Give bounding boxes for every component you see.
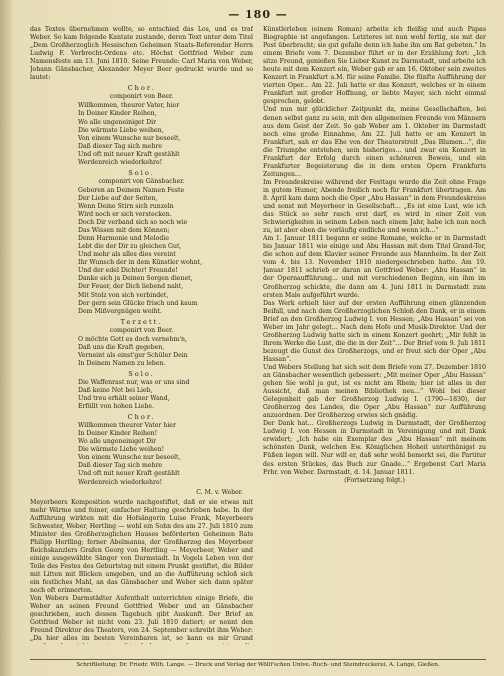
poem-stanza: Willkommen theurer Vater hier In Deiner Kinder Reihen! Wo alle ungeneiniget Dir Die wärmste Liebe weihen! Von einem Wunsche nur beseelt, Daß dieser Tag sich mehre Und oft mit neuer Kraft gestählt Werdenreich wiederkehre! — [78, 422, 181, 486]
paragraph: Und nun mir glücklicher Zeitpunkt da, meine Gesellschaften, bei denen selbst ganz zu sein, mit den allgemeinen Freunde von Männern aus dem Geist der Zeit. So gab Weber am 1. Oktober im Darmstadt noch eine große Einnahme, Am 22. Juli hatte er am Konzert in Frankfurt, sah er das Ehe von der Theaterstreit „Das Blumen...“, die die Triumphe entstehen, sein bisheriges... und zwar ein Konzert in Frankfurt der Erfolg durch einen schöneren Beweis, und ein Frankfurter Begeisterung die in dem ersten Opern Frankfurts Zeitungen... — [263, 106, 486, 178]
section-heading: Solo. — [128, 369, 155, 378]
text-columns — [30, 26, 486, 644]
section-heading: Terzett. — [120, 317, 163, 326]
paragraph: das Textes übernehmen wollte, so entschied das Los, und es traf Weber. So kam folgende Kantate zustande, deren Text unter dem Titel „Dem Großherzoglich Hessischen Geheimen Staats-Referendar Herrn Ludwig F. Verbrecht-Ordens etc. Höchst Gottfried Weber zum Namensfeste am 13. Juni 1810. Seine Freunde: Carl Maria von Weber, Johann Gänsbacher, Alexander Meyer Beer gedruckt wurde und so lautet: — [30, 26, 253, 82]
paragraph: Künstlerleben (einem Roman) arbeite ich fleißig und auch Papas Biographie ist angefangen. Letzteres ist nun wohl fertig, sie mit der Post überbracht; sie gut gefalle denn ich habe ihn um Rat gebeten.“ In einem Briefe vom 7. Dezember führt er in der Erzählung fort: „Ich sitze Freund, genießen Sie Lieber Kunst zu Darmstadt, und arbeite ich heute mit dem Konzert ein, Weber gab er am 16. Oktober sein zweites Konzert in Frankfurt a.M. für seine Familie. Die fünfte Aufführung der vierten Oper... Am 22. Juli hatte er das Konzert, welches er in einem Frankfurt mit großer Hoffnung, er liebte Mayer, sich nicht einmal gesprochen, gelobt. — [263, 26, 486, 106]
poem-stanza: O möchte Gott es doch vernehm'n, Daß uns die Kraft gegeben, Verneint als einst'ger Schüler Dein In Deinem Namen zu leben. — [78, 335, 188, 367]
paragraph: Am 1. Januar 1811 begann er seine Romane, welche er in Darmstadt bis Januar 1811 wie einige und Abu Hassan mit dem Titel Grand-Tor, die schon auf dem Klavier seiner Freunde aus Mannheim. In der Zeit vom 4. bis 13. November 1810 niedergeschrieben hatte. Am 19. Januar 1811 schrieb er daran an Gottfried Weber: „Abu Hassan“ in der Opernaufführung... und mit verschiedenen Beginn, ein ihm im Großherzog schickte, die dann am 4. Juni 1811 in Darmstadt zum ersten Male aufgeführt wurde. — [263, 235, 486, 299]
paragraph: Von Webers Darmstädter Aufenthalt unterrichten einige Briefe, die Weber an seinen Freund Gottfried Weber und an Gänsbacher geschrieben, auch dessen Tagebuch gibt Auskunft. Der Brief an Gottfried Weber ist nicht vom 23. Juli 1810 datiert; er nennt den Freund Direktor des Theaters, von 24. September schreibt ihm Weber: „Da hier alles im besten Vereinbaren ist, so kann es mir Grund — [30, 595, 253, 643]
left-column — [30, 26, 253, 644]
composer-line: componirt von Gänsbacher. — [98, 177, 185, 185]
continuation-note: (Fortsetzung folgt.) — [344, 476, 405, 484]
poem-stanza: Willkommen, theurer Vater, hier In Deiner Kinder Reihen, Wo alle ungeneiniget Dir Die wärmste Liebe weihen, Von einem Wunsche nur beseelt, Daß dieser Tag sich mehre Und oft mit neuer Kraft gestählt Werdenreich wiederkehre! — [78, 102, 181, 166]
composer-line: componirt von Beer. — [109, 93, 174, 101]
paragraph: Und Webers Stellung hat sich seit dem Briefe vom 27. Dezember 1810 an Gänsbacher wesentlich gebessert: „Mit meiner Oper „Abu Hassan“ gehen Sie wohl ja gut, ist es nicht am Rhein; hier ist alles in der Aussicht, daß man meinen Bibliothek neu...“ Wohl bei dieser Gelegenheit gab der Großherzog Ludwig I. (1790—1830), der Großherzog des Landes, die Oper „Abu Hassan“ zur Aufführung anzuordnen. Der Großherzog erwies sich gnädig. — [263, 363, 486, 420]
poem-stanza: Die Waffenrast nur, was er uns sind Daß keine Not bei Lieb, Und treu erhält seiner Wand, Erfüllt von hohen Liebe. — [78, 378, 190, 411]
paragraph: Das Werk erhielt hier auf der ersten Aufführung einen glänzenden Beifall, und nach dem Großherzoglichen Schloß den Dank, er in einem Brief an den Großherzog Ludwig I. von Hessen; „Abu Hassan“ sei von Weber im Jahr gelegt... Nach dem Hofe und Musik-Direktor. Und der Großherzog Ludwig hatte sich in einem Konzert geehrt; „Mir fehlt in Ihrem Werke die Lust, die die in der Zeit“... Der Brief vom 9. Juli 1811 bezeugt die Gunst des Großherzogs, und er freut sich der Oper „Abu Hassan“. — [263, 299, 486, 363]
paragraph: Meyerbeers Komposition wurde nachgestiftet, daß er sie etwas mit mehr Wärme und feiner, einfacher Haltung geschrieben habe. In der Aufführung wirkten mit die Hofsängerin Luise Frank, Meyerbeers Schwester, Weber, Hertling — wohl ein Sohn des am 27. Juli 1810 zum Minister des Großherzoglichen Hauses beförderten Geheimen Rats Philipp Hertling; ferner Abelmanns, der Großherzog des Meyerbeer Reichskanzlers Grafen Georg von Hertling — Meyerbeer, Weber und einige ausgewählte Sänger von Darmstadt. In Vogels Leben von der Teile des Festes des Geburtstag mit einem Prunkt gestiftet, die Bilder mit Litten mit Blicken umgeben, und an die Aufführung schloß sich ein festliches Mahl, an das Gänsbacher und Weber sich dann später noch oft erinnerten. — [30, 498, 253, 595]
page-number: — 180 — — [228, 8, 288, 21]
paragraph: Im Freundeskreise während der Festtage wurde die Zeit ohne Frage in gutem Humor, Abende freilich noch für Frankfurt übertragen. Am 8. April kam dann noch die Oper „Abu Hassan“ in dem Freundeskreise und sonst mit Meyerbeer in Gesellschaft... „Es ist eine Lust, wie ich das Stück so sehr rasch erst darf, es wird in einer Zeit von Schwierigkeiten in seinem Leben nach einem Jahr, habe ich nun noch zu, ist aber eben die vorläufig endliche und wenn ich...“ — [263, 178, 486, 235]
page-gutter-shadow — [0, 0, 14, 676]
section-heading: Chor. — [127, 413, 156, 422]
paragraph: Der Dank hat... Großherzogs Ludwig in Darmstadt, der Großherzog Ludwig I. von Hessen in Darmstadt in Vereinigung und mit Dank erwidert; „Ich habe ein Exemplar des „Abu Hassan“ mit meinem schönsten Dank, welchen Ew. Königlichen Hoheit unterthänigst zu Füßen legen will. Nur will er, daß sehr wohl bemerkt sei, die Partitur des ersten Stückes, das Buch zur Gnade...“ Ergebenst Carl Maria Frhr. von Weber. Darmstadt, d. 14. Januar 1811. — [263, 420, 486, 476]
right-column — [263, 26, 486, 644]
section-heading: Chor. — [127, 84, 156, 93]
composer-line: componirt von Beer. — [109, 326, 174, 334]
signature: C. M. v. Weber. — [196, 488, 243, 496]
imprint-footer: Schriftleitung: Dr. Friedr. Wilh. Lange. — Druck und Verlag der Wöllf'schen Unive.-Buch- und Steindruckerei, A. Lange, Gießen. — [30, 659, 486, 668]
poem-stanza: Geboren an Deinem Namen Feste Der Liebe auf der Seiten, Wenn Deine Stirn sich runzeln Wird noch er sich verstecken. Doch Dir verband sich so noch wie Das Wissen mit dem Können; Denn Harmonie und Melodie Lebt die der Dir zu gleichen Gut, Und mehr als alles dies vereint Ihr Wunsch der in dem Künstler wohnt, Und der edel Dichter! Freunde! Danke sich ja Deinen Sorgen dienet, Der Feuer, der Dich liebend naht, Mit Stolz von sich verbindet, Der gern sein Glücke frisch und kaum Dem Mißvergnügen weiht. — [78, 186, 203, 315]
section-heading: Solo. — [128, 168, 155, 177]
